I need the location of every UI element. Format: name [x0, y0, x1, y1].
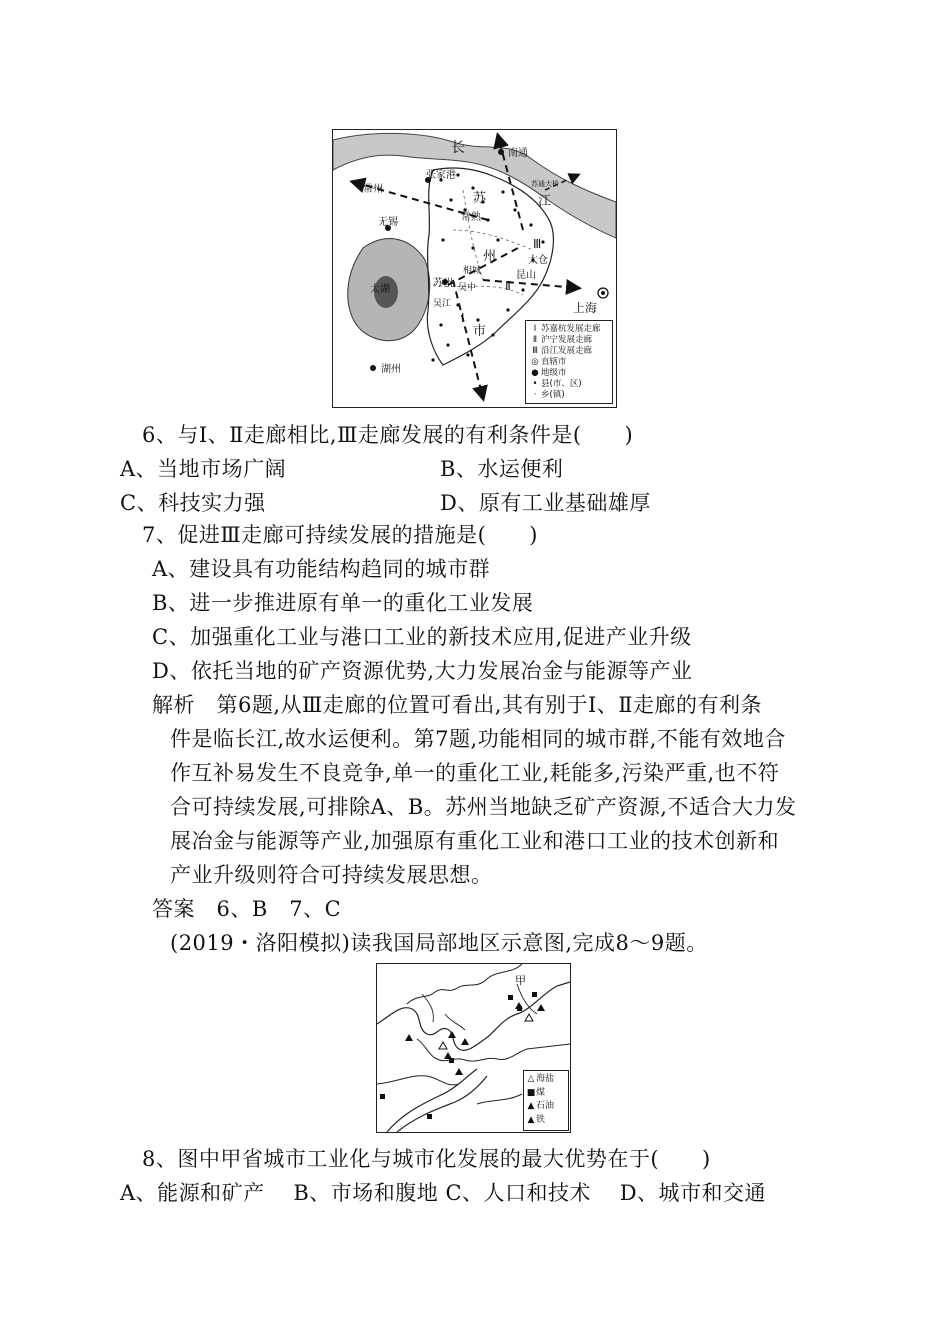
analysis-line: 展冶金与能源等产业,加强原有重化工业和港口工业的技术创新和 — [170, 829, 780, 853]
map1-legend-row: Ⅰ 苏嘉杭发展走廊 — [533, 324, 601, 334]
label-jiang: 江 — [538, 194, 552, 209]
q8-options: A、能源和矿产 B、市场和腹地 C、人口和技术 D、城市和交通 — [120, 1181, 767, 1205]
suzhou-corridor-map — [332, 129, 617, 408]
intro-line: (2019・洛阳模拟)读我国局部地区示意图,完成8～9题。 — [170, 931, 708, 955]
label-num2: Ⅱ — [505, 279, 511, 293]
q6-option-a: A、当地市场广阔 — [120, 457, 287, 481]
label-zhangjiagang: 张家港 — [426, 170, 456, 181]
label-changzhou: 常州 — [363, 184, 383, 195]
label-kunshan: 昆山 — [516, 270, 536, 281]
sea-salt-symbol — [439, 1042, 447, 1049]
label-zhou: 州 — [483, 249, 497, 264]
q6-stem: 6、与Ⅰ、Ⅱ走廊相比,Ⅲ走廊发展的有利条件是( ) — [142, 423, 634, 447]
label-wuxi: 无锡 — [378, 217, 398, 228]
q7-option-d: D、依托当地的矿产资源优势,大力发展冶金与能源等产业 — [152, 659, 693, 683]
q7-option-c: C、加强重化工业与港口工业的新技术应用,促进产业升级 — [152, 625, 692, 649]
label-num3: Ⅲ — [533, 237, 542, 251]
map1-legend-row: ● 地级市 — [531, 368, 567, 378]
q7-stem: 7、促进Ⅲ走廊可持续发展的措施是( ) — [142, 523, 538, 547]
label-shi: 市 — [473, 324, 487, 339]
q6-option-b: B、水运便利 — [440, 457, 564, 481]
map2-legend — [523, 1070, 569, 1131]
q6-option-c: C、科技实力强 — [120, 491, 266, 515]
map1-legend-row: ◎ 直辖市 — [531, 357, 567, 367]
map1-legend-row: Ⅲ 沿江发展走廊 — [532, 346, 593, 356]
map2-legend-row: ■ 煤 — [526, 1087, 546, 1098]
huzhou-marker — [370, 365, 376, 371]
label-su: 苏 — [473, 191, 487, 206]
label-num1: Ⅰ — [461, 311, 465, 325]
label-nantong: 南通 — [508, 148, 528, 159]
label-taicang: 太仓 — [528, 255, 548, 266]
resource-symbols — [380, 992, 545, 1119]
map2-legend-row: △ 海盐 — [527, 1074, 555, 1084]
nantong-marker — [498, 149, 504, 155]
map1-legend-row: · 乡(镇) — [533, 390, 565, 400]
map1-legend-row: Ⅱ 沪宁发展走廊 — [532, 335, 593, 345]
analysis-line: 解析 第6题,从Ⅲ走廊的位置可看出,其有别于Ⅰ、Ⅱ走廊的有利条 — [152, 693, 763, 717]
label-xiangcheng: 相城 — [463, 266, 482, 276]
analysis-line: 产业升级则符合可持续发展思想。 — [170, 863, 493, 887]
label-suzhou: 苏州 — [433, 278, 453, 289]
analysis-line: 件是临长江,故水运便利。第7题,功能相同的城市群,不能有效地合 — [170, 727, 786, 751]
label-chang: 长 — [451, 140, 465, 156]
label-shanghai: 上海 — [573, 301, 598, 315]
label-wujiang: 吴江 — [433, 299, 452, 309]
analysis-line: 作互补易发生不良竞争,单一的重化工业,耗能多,污染严重,也不符 — [170, 761, 780, 785]
answer-line: 答案 6、B 7、C — [152, 897, 342, 921]
label-wuzhong: 吴中 — [458, 283, 477, 293]
map2-legend-row: ▲ 铁 — [527, 1114, 546, 1125]
resource-map — [376, 963, 571, 1133]
analysis-line: 合可持续发展,可排除A、B。苏州当地缺乏矿产资源,不适合大力发 — [170, 795, 797, 819]
sea-salt-symbol — [525, 1014, 533, 1021]
q6-option-d: D、原有工业基础雄厚 — [440, 491, 651, 515]
map1-legend-row: • 县(市、区) — [532, 379, 582, 389]
q7-option-a: A、建设具有功能结构趋同的城市群 — [152, 557, 491, 581]
q8-stem: 8、图中甲省城市工业化与城市化发展的最大优势在于( ) — [142, 1147, 711, 1171]
map1-legend — [525, 320, 613, 404]
map2-legend-row: ▲ 石油 — [527, 1101, 555, 1111]
label-jia: 甲 — [515, 974, 526, 987]
label-huzhou: 湖州 — [381, 364, 401, 375]
label-taihu: 太湖 — [370, 284, 390, 295]
label-bridge: 苏通大桥 — [531, 180, 559, 188]
label-changshu: 常熟 — [461, 212, 481, 223]
q7-option-b: B、进一步推进原有单一的重化工业发展 — [152, 591, 534, 615]
